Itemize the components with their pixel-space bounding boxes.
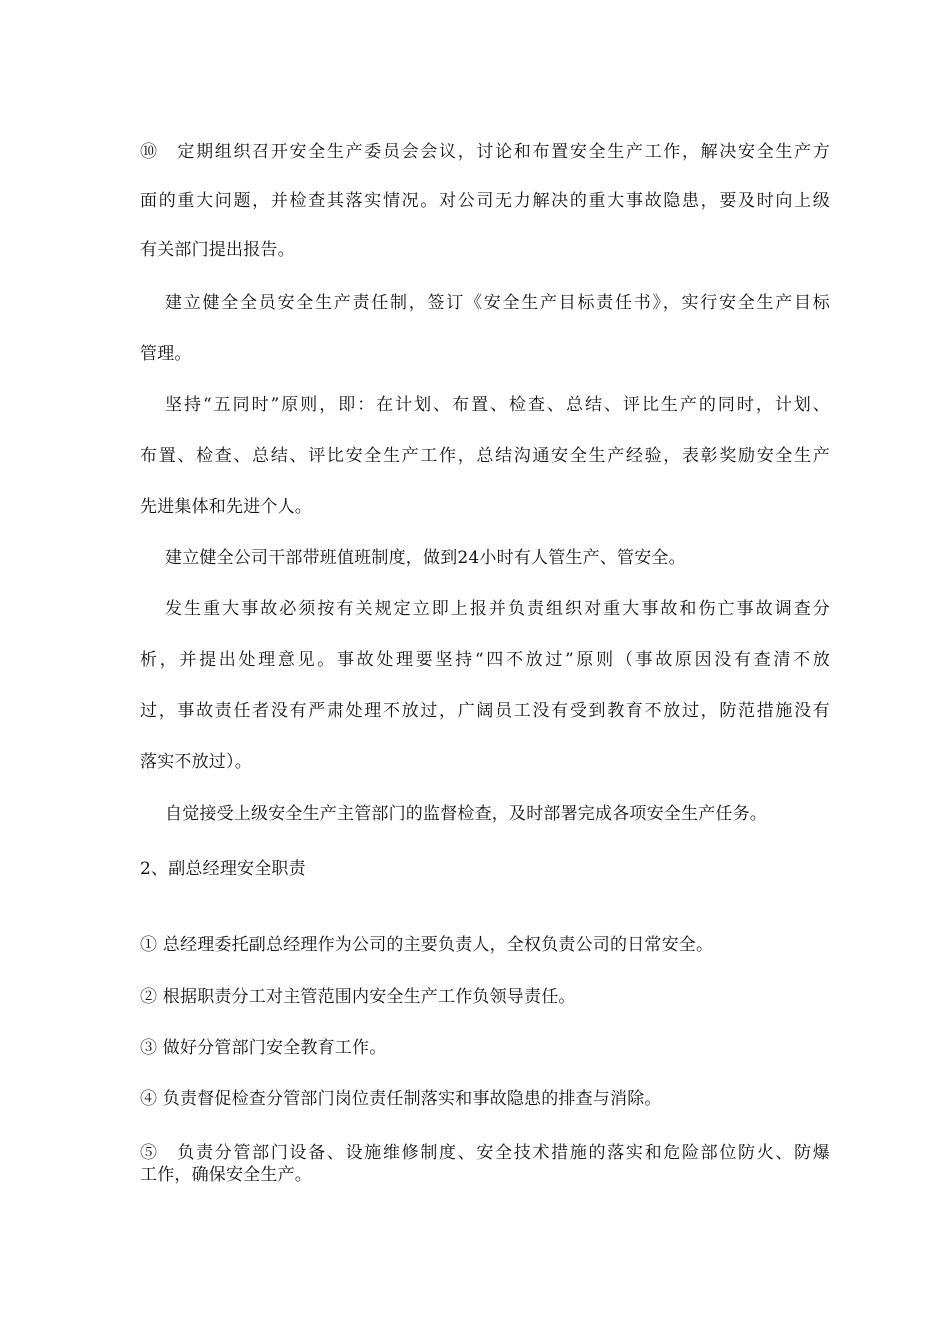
paragraph-duty-system: 建立健全公司干部带班值班制度，做到24小时有人管生产、管安全。 <box>165 548 686 568</box>
paragraph-accident-report-line-2: 析，并提出处理意见。事故处理要坚持“四不放过”原则（事故原因没有查清不放 <box>140 650 830 670</box>
duty-item-4: ④ 负责督促检查分管部门岗位责任制落实和事故隐患的排查与消除。 <box>140 1089 662 1109</box>
paragraph-five-simultaneous-line-1: 坚持“五同时”原则，即：在计划、布置、检查、总结、评比生产的同时，计划、 <box>165 395 830 415</box>
paragraph-10-line-2: 面的重大问题，并检查其落实情况。对公司无力解决的重大事故隐患，要及时向上级 <box>140 191 830 211</box>
duty-item-5-line-2: 工作，确保安全生产。 <box>140 1165 312 1185</box>
paragraph-accident-report-line-1: 发生重大事故必须按有关规定立即上报并负责组织对重大事故和伤亡事故调查分 <box>165 599 830 619</box>
paragraph-supervision: 自觉接受上级安全生产主管部门的监督检查，及时部署完成各项安全生产任务。 <box>165 804 767 824</box>
duty-item-1: ① 总经理委托副总经理作为公司的主要负责人，全权负责公司的日常安全。 <box>140 935 714 955</box>
duty-item-3: ③ 做好分管部门安全教育工作。 <box>140 1038 387 1058</box>
paragraph-five-simultaneous-line-3: 先进集体和先进个人。 <box>140 497 312 517</box>
paragraph-accident-report-line-3: 过，事故责任者没有严肃处理不放过，广阔员工没有受到教育不放过，防范措施没有 <box>140 701 830 721</box>
duty-item-5-line-1: ⑤ 负责分管部门设备、设施维修制度、安全技术措施的落实和危险部位防火、防爆 <box>140 1143 830 1163</box>
paragraph-five-simultaneous-line-2: 布置、检查、总结、评比安全生产工作，总结沟通安全生产经验，表彰奖励安全生产 <box>140 446 830 466</box>
paragraph-10-line-1: ⑩ 定期组织召开安全生产委员会会议，讨论和布置安全生产工作，解决安全生产方 <box>140 142 830 162</box>
paragraph-accident-report-line-4: 落实不放过）。 <box>140 752 252 772</box>
section-2-heading: 2、副总经理安全职责 <box>140 859 306 879</box>
paragraph-responsibility-system-line-2: 管理。 <box>140 344 192 364</box>
paragraph-responsibility-system-line-1: 建立健全全员安全生产责任制，签订《安全生产目标责任书》，实行安全生产目标 <box>165 293 830 313</box>
paragraph-10-line-3: 有关部门提出报告。 <box>140 240 295 260</box>
duty-item-2: ② 根据职责分工对主管范围内安全生产工作负领导责任。 <box>140 987 576 1007</box>
